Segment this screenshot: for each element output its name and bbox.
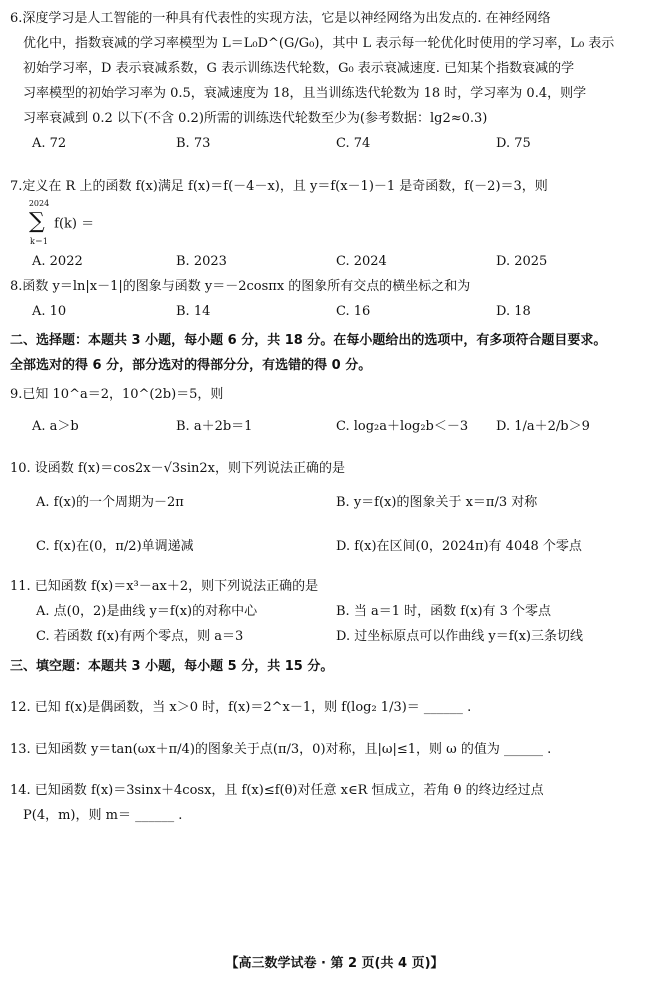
q6-option-a: A. 72 (32, 136, 67, 151)
q8-line-1: 8.函数 y＝ln|x－1|的图象与函数 y＝－2cosπx 的图象所有交点的横坐标之和为 (10, 279, 471, 294)
q6-line-1: 6.深度学习是人工智能的一种具有代表性的实现方法，它是以神经网络为出发点的. 在神经网络 (10, 11, 551, 26)
q6-option-b: B. 73 (176, 136, 211, 151)
q8-option-b: B. 14 (176, 304, 211, 319)
q6-line-5: 习率衰减到 0.2 以下(不含 0.2)所需的训练迭代轮数至少为(参考数据：lg2≈0.3) (23, 111, 488, 126)
q9-option-a: A. a＞b (32, 419, 79, 434)
section-3-header (10, 654, 660, 679)
question-9 (10, 382, 660, 447)
q6-line-2: 优化中，指数衰减的学习率模型为 L＝L₀D^(G/G₀)，其中 L 表示每一轮优化时使用的学习率，L₀ 表示 (23, 36, 615, 51)
q7-option-a: A. 2022 (32, 254, 83, 269)
q9-option-d: D. 1/a＋2/b＞9 (496, 419, 590, 434)
q10-option-c: C. f(x)在(0，π/2)单调递减 (36, 539, 194, 554)
question-14 (10, 778, 660, 828)
q14-line-1: 14. 已知函数 f(x)＝3sinx＋4cosx，且 f(x)≤f(θ)对任意 x∈R 恒成立，若角 θ 的终边经过点 (10, 783, 544, 798)
q9-option-c: C. log₂a＋log₂b＜－3 (336, 419, 469, 434)
q11-option-d: D. 过坐标原点可以作曲线 y＝f(x)三条切线 (336, 629, 583, 644)
q14-line-2: P(4，m)，则 m＝ ______ . (23, 808, 183, 823)
sum-upper-limit: 2024 (28, 199, 50, 208)
question-13 (10, 732, 660, 768)
section-3-line-1: 三、填空题：本题共 3 小题，每小题 5 分，共 15 分。 (10, 659, 334, 674)
q11-options-row-1 (10, 599, 660, 624)
question-11 (10, 574, 660, 649)
q10-line-1: 10. 设函数 f(x)＝cos2x－√3sin2x，则下列说法正确的是 (10, 461, 345, 476)
q6-options (10, 131, 660, 156)
question-7 (10, 174, 660, 274)
q8-option-d: D. 18 (496, 304, 531, 319)
q11-options-row-2 (10, 624, 660, 649)
q8-option-c: C. 16 (336, 304, 371, 319)
q6-option-c: C. 74 (336, 136, 371, 151)
q7-option-c: C. 2024 (336, 254, 387, 269)
section-2-line-1: 二、选择题：本题共 3 小题，每小题 6 分，共 18 分。在每小题给出的选项中，有多项符合题目要求。 (10, 333, 607, 348)
q6-line-4: 习率模型的初始学习率为 0.5，衰减速度为 18，且当训练迭代轮数为 18 时，学习率为 0.4，则学 (23, 86, 587, 101)
q9-line-1: 9.已知 10^a＝2，10^(2b)＝5，则 (10, 387, 224, 402)
section-2-header (10, 328, 660, 378)
q6-line-3: 初始学习率，D 表示衰减系数，G 表示训练迭代轮数，G₀ 表示衰减速度. 已知某个指数衰减的学 (23, 61, 575, 76)
q9-option-b: B. a＋2b＝1 (176, 419, 253, 434)
q10-options-row-2 (10, 525, 660, 569)
question-12 (10, 690, 660, 726)
q9-options (10, 407, 660, 447)
q7-sum-expression (10, 199, 660, 249)
q8-option-a: A. 10 (32, 304, 67, 319)
q7-option-d: D. 2025 (496, 254, 548, 269)
q10-option-a: A. f(x)的一个周期为－2π (36, 495, 184, 510)
question-10 (10, 456, 660, 569)
q8-options (10, 299, 660, 324)
question-6 (10, 6, 660, 156)
q13-line-1: 13. 已知函数 y＝tan(ωx＋π/4)的图象关于点(π/3，0)对称，且|ω|≤1，则 ω 的值为 ______ . (10, 742, 552, 757)
page-footer: 【高三数学试卷 · 第 2 页(共 4 页)】 (225, 956, 444, 971)
q12-line-1: 12. 已知 f(x)是偶函数，当 x＞0 时，f(x)＝2^x－1，则 f(log₂ 1/3)＝ ______ . (10, 700, 472, 715)
sum-lower-limit: k＝1 (30, 237, 48, 246)
sigma-glyph: ∑ (29, 209, 45, 234)
q11-line-1: 11. 已知函数 f(x)＝x³－ax＋2，则下列说法正确的是 (10, 579, 319, 594)
q11-option-c: C. 若函数 f(x)有两个零点，则 a＝3 (36, 629, 244, 644)
q11-option-a: A. 点(0，2)是曲线 y＝f(x)的对称中心 (36, 604, 258, 619)
q10-options-row-1 (10, 481, 660, 525)
q10-option-b: B. y＝f(x)的图象关于 x＝π/3 对称 (336, 495, 538, 510)
summation-sign (28, 199, 50, 249)
section-2-line-2: 全部选对的得 6 分，部分选对的得部分分，有选错的得 0 分。 (10, 358, 372, 373)
q11-option-b: B. 当 a＝1 时，函数 f(x)有 3 个零点 (336, 604, 552, 619)
question-8 (10, 274, 660, 324)
q7-options (10, 249, 660, 274)
q6-option-d: D. 75 (496, 136, 531, 151)
q7-option-b: B. 2023 (176, 254, 227, 269)
sum-body: f(k) ＝ (54, 216, 95, 232)
q10-option-d: D. f(x)在区间(0，2024π)有 4048 个零点 (336, 539, 582, 554)
q7-line-1: 7.定义在 R 上的函数 f(x)满足 f(x)＝f(－4－x)，且 y＝f(x－1)－1 是奇函数，f(－2)＝3，则 (10, 179, 548, 194)
